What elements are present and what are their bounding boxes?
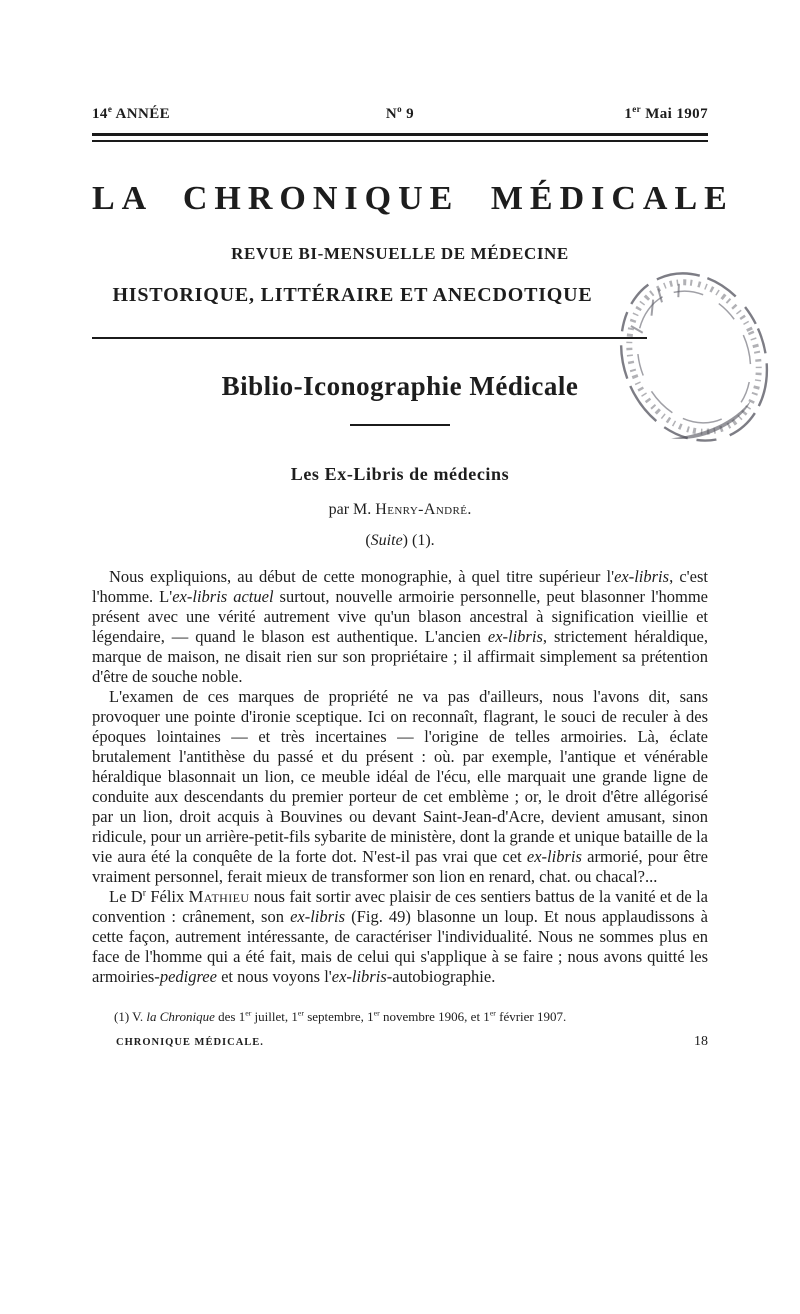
footer-page-number: 18	[694, 1034, 708, 1049]
footer-journal-name: CHRONIQUE MÉDICALE.	[116, 1037, 264, 1048]
footnote: (1) V. la Chronique des 1er juillet, 1er septembre, 1er novembre 1906, et 1er février 1907.	[114, 1008, 567, 1024]
section-divider-rule	[92, 337, 647, 339]
header-year: 14e ANNÉE	[92, 104, 171, 122]
page-footer	[92, 1034, 708, 1050]
article-continuation-note: (Suite) (1).	[365, 532, 435, 549]
journal-title: LA CHRONIQUE MÉDICALE	[92, 180, 734, 217]
article-body	[92, 567, 708, 987]
section-title: Biblio-Iconographie Médicale	[221, 371, 579, 401]
article-title: Les Ex-Libris de médecins	[290, 464, 510, 484]
page-content	[92, 0, 734, 1050]
paragraph: Le $D^r$ Félix Mathieu nous fait sortir avec plaisir de ces sentiers battus de la vanité et de la convention : crânement, son ex-libris (Fig. 49) blasonne un loup. Et nous applaudissons à cette façon, autrement intéressante, de caractériser l'individualité. Nous ne sommes plus en face de l'homme qui a été fait, mais de celui qui s'applique à se faire ; nous avons quitté les armoiries-pedigree et nous voyons l'ex-libris-autobiographie.	[92, 887, 708, 986]
header-issue-number: $N^o$ 9	[385, 104, 415, 122]
paragraph: L'examen de ces marques de propriété ne va pas d'ailleurs, nous l'avons dit, sans provoquer une pointe d'ironie sceptique. Ici on reconnaît, flagrant, le souci de reculer à des époques lointaines — et très incertaines — l'origine de telles armoiries. Là, éclate brutalement l'antithèse du passé et du présent : où. par exemple, l'antique et vénérable héraldique blasonnait un lion, ce meuble idéal de l'écu, elle marquait une grande ligne de conduite aux descendants du premier porteur de cet emblème ; or, le droit d'être allégorisé par un lion, droit acquis à Bouvines ou devant Saint-Jean-d'Acre, devient amusant, sinon ridicule, pour un arrière-petit-fils sybarite de ministère, dont la grande et unique bataille de la vie aura été la conquête de la forte dot. N'est-il pas vrai que cet ex-libris armorié, pour être vraiment personnel, ferait mieux de transformer son lion en renard, chat. ou chacal?...	[92, 687, 708, 886]
header-date: 1er Mai 1907	[624, 104, 708, 122]
journal-subtitle-revue: REVUE BI-MENSUELLE DE MÉDECINE	[231, 244, 569, 263]
section-title-rule	[350, 424, 450, 426]
paragraph: Nous expliquions, au début de cette monographie, à quel titre supérieur l'ex-libris, c'est l'homme. L'ex-libris actuel surtout, nouvelle armoirie personnelle, peut blasonner l'homme présent avec une vérité autrement vive qu'un blason ancestral à signification vieillie et légendaire, — quand le blason est authentique. L'ancien ex-libris, strictement héraldique, marque de maison, ne disait rien sur son propriétaire ; il affirmait simplement sa prétention d'être de souche noble.	[92, 567, 708, 686]
journal-subtitle-genre: HISTORIQUE, LITTÉRAIRE ET ANECDOTIQUE	[112, 284, 593, 306]
journal-header	[92, 106, 708, 123]
double-rule-divider	[92, 133, 708, 142]
article-byline: par M. Henry-André.	[328, 501, 472, 518]
